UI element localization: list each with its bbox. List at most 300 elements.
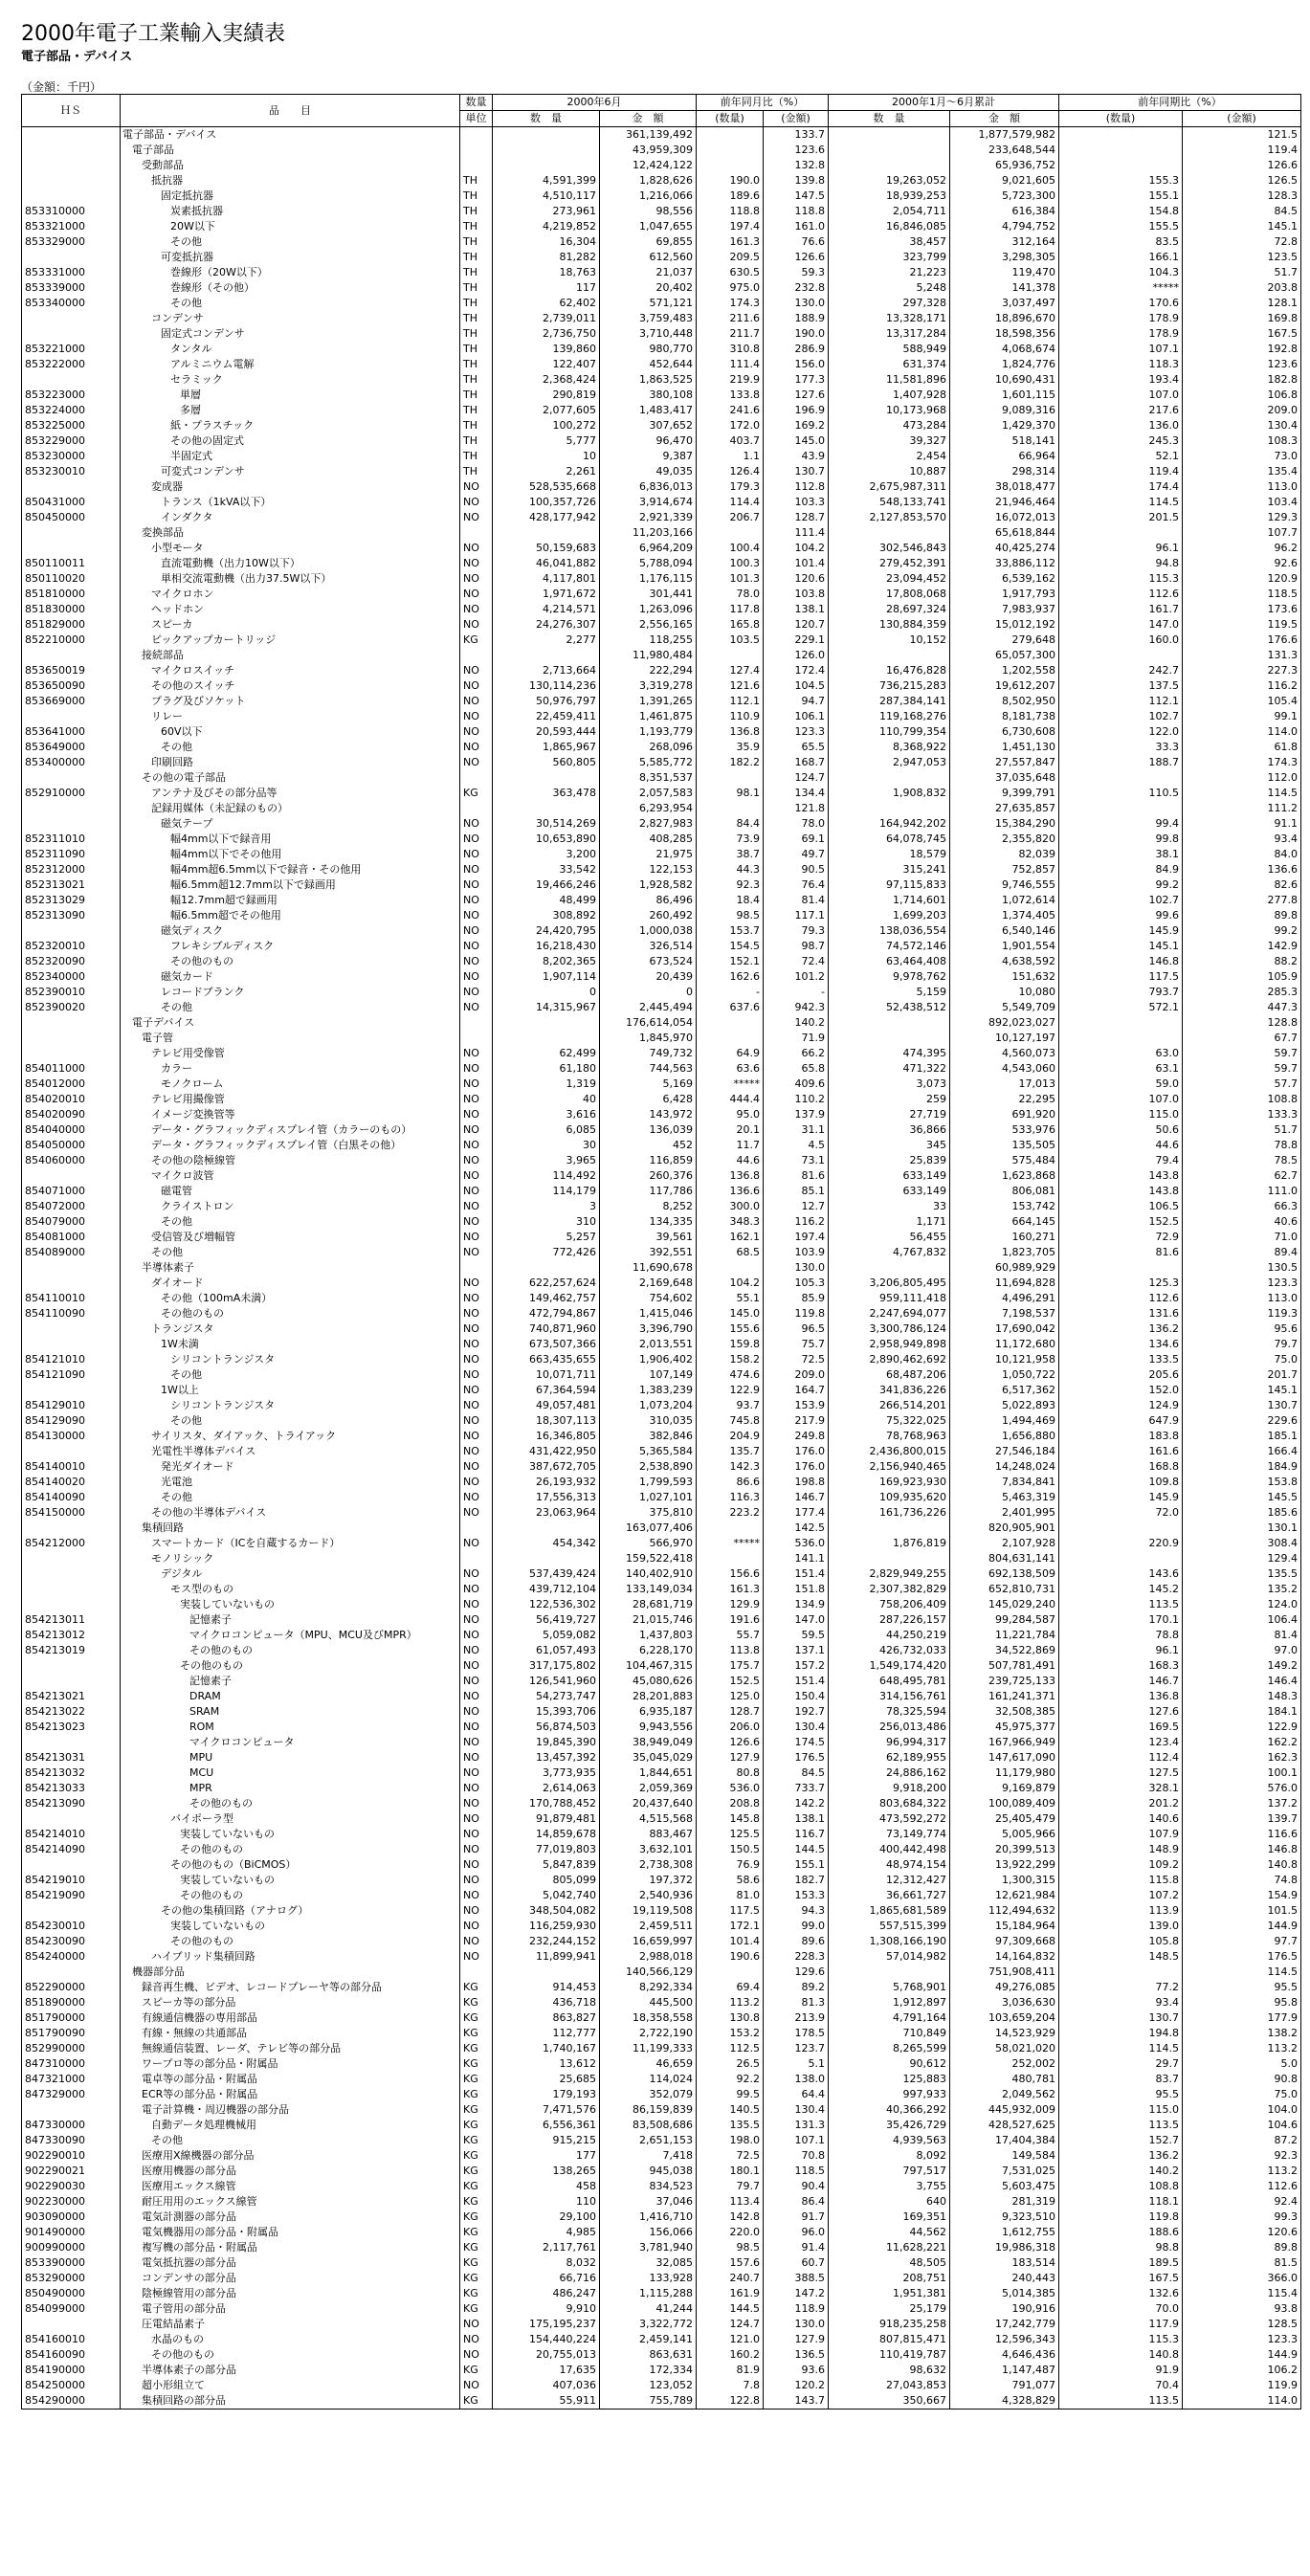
month-amt-ratio: 229.1 [764,633,829,648]
table-row [22,1000,1301,1015]
ytd-qty-ratio: 59.0 [1059,1077,1183,1092]
month-qty: 308,892 [493,908,600,923]
ytd-qty-ratio: 119.8 [1059,2210,1183,2225]
month-qty-ratio: 122.8 [697,2393,764,2409]
hs-cell: 850431000 [22,495,121,510]
ytd-qty-ratio: 102.7 [1059,893,1183,908]
month-qty: 170,788,452 [493,1796,600,1811]
ytd-amt-ratio: 308.4 [1183,1536,1301,1551]
ytd-qty-ratio: 109.8 [1059,1475,1183,1490]
ytd-amt-ratio: 366.0 [1183,2271,1301,2286]
ytd-amt: 9,746,555 [950,877,1059,893]
month-qty-ratio [697,1521,764,1536]
ytd-amt: 9,399,791 [950,786,1059,801]
month-qty-ratio: 58.6 [697,1873,764,1888]
month-amt: 5,365,584 [600,1444,697,1459]
hs-cell [22,1566,121,1582]
table-header [22,95,1301,127]
ytd-amt: 616,384 [950,204,1059,219]
month-qty-ratio: 150.5 [697,1842,764,1857]
month-qty-ratio [697,648,764,663]
month-qty: 19,466,246 [493,877,600,893]
table-row [22,2332,1301,2347]
month-qty-ratio: 73.9 [697,832,764,847]
month-qty-ratio [697,525,764,541]
unit-cell: NO [460,1781,493,1796]
ytd-qty-ratio [1059,1260,1183,1276]
month-qty-ratio: 161.3 [697,234,764,250]
ytd-qty: 75,322,025 [829,1413,950,1429]
col-unit-bottom: 単位 [460,111,493,127]
ytd-qty-ratio: 84.9 [1059,862,1183,877]
month-qty-ratio: 68.5 [697,1245,764,1260]
table-row [22,663,1301,678]
unit-cell: NO [460,1934,493,1949]
ytd-qty-ratio: 146.7 [1059,1674,1183,1689]
ytd-qty: 78,325,594 [829,1704,950,1720]
month-amt: 86,496 [600,893,697,908]
ytd-amt-ratio: 59.7 [1183,1046,1301,1061]
unit-cell: KG [460,2041,493,2056]
month-amt-ratio: 168.7 [764,755,829,770]
ytd-qty: 10,152 [829,633,950,648]
ytd-amt: 7,983,937 [950,602,1059,617]
ytd-amt-ratio: 99.3 [1183,2210,1301,2225]
ytd-amt: 298,314 [950,464,1059,479]
item-name: その他 [121,1245,460,1260]
item-name: 医療用エックス線管 [121,2179,460,2194]
item-name: 磁電管 [121,1184,460,1199]
ytd-amt-ratio: 227.3 [1183,663,1301,678]
month-qty-ratio: 142.8 [697,2210,764,2225]
unit-cell: NO [460,1122,493,1138]
hs-cell: 854081000 [22,1230,121,1245]
month-amt-ratio: 134.9 [764,1597,829,1612]
table-row [22,2118,1301,2133]
ytd-amt-ratio: 277.8 [1183,893,1301,908]
ytd-qty-ratio: 188.7 [1059,755,1183,770]
item-name: 受信管及び増幅管 [121,1230,460,1245]
month-qty: 5,059,082 [493,1628,600,1643]
ytd-amt-ratio: 203.8 [1183,280,1301,296]
ytd-amt-ratio: 96.2 [1183,541,1301,556]
month-amt-ratio: 89.2 [764,1980,829,1995]
unit-cell: TH [460,449,493,464]
item-name: 可変式コンデンサ [121,464,460,479]
ytd-amt: 65,936,752 [950,158,1059,173]
hs-cell: 854240000 [22,1949,121,1965]
unit-note: （金額：千円） [21,80,102,94]
col-ytd-amt: 金 額 [950,111,1059,127]
month-amt-ratio: 31.1 [764,1122,829,1138]
ytd-amt: 4,496,291 [950,1291,1059,1306]
month-amt: 3,319,278 [600,678,697,694]
unit-cell: TH [460,342,493,357]
table-row [22,1796,1301,1811]
ytd-qty [829,1965,950,1980]
month-qty: 67,364,594 [493,1383,600,1398]
ytd-qty: 56,455 [829,1230,950,1245]
month-amt: 98,556 [600,204,697,219]
ytd-qty-ratio: 107.1 [1059,342,1183,357]
table-row [22,2210,1301,2225]
unit-cell: TH [460,219,493,234]
item-name: プラグ及びソケット [121,694,460,709]
month-amt-ratio: 132.8 [764,158,829,173]
month-amt-ratio: 138.1 [764,602,829,617]
month-qty: 139,860 [493,342,600,357]
ytd-amt-ratio: 113.0 [1183,1291,1301,1306]
month-amt-ratio: 145.0 [764,433,829,449]
ytd-amt: 100,089,409 [950,1796,1059,1811]
table-row [22,1980,1301,1995]
month-qty: 126,541,960 [493,1674,600,1689]
ytd-qty: 5,248 [829,280,950,296]
table-row [22,969,1301,985]
table-row [22,2255,1301,2271]
unit-cell: TH [460,234,493,250]
month-qty: 175,195,237 [493,2317,600,2332]
month-amt-ratio: 101.4 [764,556,829,571]
ytd-qty-ratio: ***** [1059,280,1183,296]
month-qty-ratio: 93.7 [697,1398,764,1413]
month-amt-ratio: 127.9 [764,2332,829,2347]
hs-cell: 853222000 [22,357,121,372]
month-qty-ratio: 161.9 [697,2286,764,2301]
ytd-qty: 35,426,729 [829,2118,950,2133]
ytd-qty-ratio: 161.7 [1059,602,1183,617]
month-qty: 2,368,424 [493,372,600,388]
ytd-qty: 138,036,554 [829,923,950,939]
unit-cell: NO [460,2347,493,2363]
hs-cell [22,801,121,816]
month-amt-ratio: 49.7 [764,847,829,862]
ytd-qty: 119,168,276 [829,709,950,724]
ytd-amt: 27,557,847 [950,755,1059,770]
table-row [22,1750,1301,1765]
item-name: 幅6.5mm超でその他用 [121,908,460,923]
ytd-amt-ratio: 78.8 [1183,1138,1301,1153]
ytd-amt-ratio: 111.2 [1183,801,1301,816]
month-amt-ratio: 137.1 [764,1643,829,1658]
ytd-qty-ratio: 242.7 [1059,663,1183,678]
month-amt: 96,470 [600,433,697,449]
table-row [22,571,1301,587]
month-amt: 307,652 [600,418,697,433]
ytd-qty-ratio: 148.9 [1059,1842,1183,1857]
ytd-qty-ratio: 166.1 [1059,250,1183,265]
hs-cell: 854089000 [22,1245,121,1260]
ytd-amt: 480,781 [950,2072,1059,2087]
ytd-qty: 426,732,033 [829,1643,950,1658]
month-qty: 50,976,797 [493,694,600,709]
month-amt-ratio: - [764,985,829,1000]
item-name: 実装していないもの [121,1873,460,1888]
ytd-amt-ratio: 144.9 [1183,2347,1301,2363]
month-amt: 1,845,970 [600,1031,697,1046]
ytd-qty: 36,866 [829,1122,950,1138]
month-amt-ratio: 123.3 [764,724,829,740]
month-amt-ratio: 249.8 [764,1429,829,1444]
hs-cell: 847310000 [22,2056,121,2072]
month-qty-ratio: 403.7 [697,433,764,449]
month-amt-ratio: 93.6 [764,2363,829,2378]
table-row [22,1444,1301,1459]
item-name: 巻線形（20W以下） [121,265,460,280]
ytd-amt: 312,164 [950,234,1059,250]
ytd-amt-ratio: 81.4 [1183,1628,1301,1643]
ytd-amt-ratio: 184.9 [1183,1459,1301,1475]
table-row [22,2301,1301,2317]
month-amt-ratio: 169.2 [764,418,829,433]
table-row [22,1367,1301,1383]
month-qty-ratio: ***** [697,1077,764,1092]
month-amt-ratio: 90.4 [764,2179,829,2194]
ytd-qty-ratio: 79.4 [1059,1153,1183,1168]
ytd-qty: 28,697,324 [829,602,950,617]
item-name: 電卓等の部分品・附属品 [121,2072,460,2087]
ytd-qty-ratio: 99.2 [1059,877,1183,893]
month-amt: 5,585,772 [600,755,697,770]
unit-cell [460,127,493,144]
ytd-qty-ratio: 572.1 [1059,1000,1183,1015]
item-name: 電気計測器の部分品 [121,2210,460,2225]
month-qty: 663,435,655 [493,1352,600,1367]
ytd-amt: 141,378 [950,280,1059,296]
ytd-amt-ratio: 119.3 [1183,1306,1301,1321]
month-qty-ratio: 20.1 [697,1122,764,1138]
month-qty-ratio: 172.0 [697,418,764,433]
month-qty: 458 [493,2179,600,2194]
unit-cell: TH [460,357,493,372]
month-amt: 21,975 [600,847,697,862]
month-amt: 2,459,141 [600,2332,697,2347]
unit-cell: NO [460,1827,493,1842]
ytd-amt: 2,355,820 [950,832,1059,847]
unit-cell: NO [460,985,493,1000]
month-qty: 15,393,706 [493,1704,600,1720]
item-name: テレビ用受像管 [121,1046,460,1061]
col-group-ytd-yoy: 前年同期比（%） [1059,95,1301,111]
month-qty: 348,504,082 [493,1903,600,1919]
item-name: ダイオード [121,1276,460,1291]
ytd-amt: 1,612,755 [950,2225,1059,2240]
month-qty [493,158,600,173]
item-name: サイリスタ、ダイアック、トライアック [121,1429,460,1444]
unit-cell: NO [460,1046,493,1061]
table-row [22,1735,1301,1750]
month-qty-ratio: 152.1 [697,954,764,969]
month-qty-ratio: 11.7 [697,1138,764,1153]
hs-cell [22,816,121,832]
month-qty: 914,453 [493,1980,600,1995]
ytd-qty: 3,755 [829,2179,950,2194]
month-qty: 54,273,747 [493,1689,600,1704]
ytd-qty-ratio: 104.3 [1059,265,1183,280]
ytd-amt: 112,494,632 [950,1903,1059,1919]
month-amt-ratio: 106.1 [764,709,829,724]
item-name: 変換部品 [121,525,460,541]
ytd-qty: 341,836,226 [829,1383,950,1398]
table-row [22,2041,1301,2056]
ytd-qty-ratio: 77.2 [1059,1980,1183,1995]
unit-cell: KG [460,2056,493,2072]
month-qty-ratio: 162.6 [697,969,764,985]
item-name: DRAM [121,1689,460,1704]
month-amt-ratio: 196.9 [764,403,829,418]
month-amt: 172,334 [600,2363,697,2378]
month-amt-ratio: 139.8 [764,173,829,189]
hs-cell: 852340000 [22,969,121,985]
item-name: マイクロコンピュータ [121,1735,460,1750]
item-name: 電気機器用の部分品・附属品 [121,2225,460,2240]
unit-cell [460,158,493,173]
month-amt: 140,566,129 [600,1965,697,1980]
unit-cell: NO [460,923,493,939]
ytd-amt-ratio: 40.6 [1183,1214,1301,1230]
ytd-qty: 40,366,292 [829,2102,950,2118]
table-row [22,2072,1301,2087]
ytd-amt-ratio: 103.4 [1183,495,1301,510]
unit-cell: NO [460,1168,493,1184]
ytd-amt-ratio: 126.6 [1183,158,1301,173]
ytd-amt: 19,612,207 [950,678,1059,694]
month-qty: 560,805 [493,755,600,770]
month-amt: 11,690,678 [600,1260,697,1276]
item-name: 半固定式 [121,449,460,464]
table-row [22,816,1301,832]
ytd-amt-ratio: 166.4 [1183,1444,1301,1459]
ytd-amt-ratio: 124.0 [1183,1597,1301,1612]
ytd-amt-ratio: 116.2 [1183,678,1301,694]
ytd-qty: 287,384,141 [829,694,950,709]
month-qty-ratio: 63.6 [697,1061,764,1077]
month-qty-ratio: 79.7 [697,2179,764,2194]
ytd-qty: 25,179 [829,2301,950,2317]
hs-cell [22,1031,121,1046]
month-qty: 48,499 [493,893,600,908]
month-amt: 1,027,101 [600,1490,697,1505]
ytd-qty: 1,407,928 [829,388,950,403]
month-qty: 5,847,839 [493,1857,600,1873]
month-amt-ratio: 182.7 [764,1873,829,1888]
month-amt-ratio: 73.1 [764,1153,829,1168]
ytd-qty-ratio: 130.7 [1059,2010,1183,2026]
ytd-amt: 97,309,668 [950,1934,1059,1949]
unit-cell: KG [460,1995,493,2010]
month-amt-ratio: 130.7 [764,464,829,479]
ytd-qty: 297,328 [829,296,950,311]
hs-cell: 902290021 [22,2164,121,2179]
ytd-amt: 5,005,966 [950,1827,1059,1842]
ytd-amt: 147,617,090 [950,1750,1059,1765]
ytd-qty: 8,368,922 [829,740,950,755]
month-amt: 5,169 [600,1077,697,1092]
ytd-qty: 9,918,200 [829,1781,950,1796]
unit-cell: KG [460,2164,493,2179]
hs-cell [22,143,121,158]
month-amt-ratio: 197.4 [764,1230,829,1245]
unit-cell: NO [460,1214,493,1230]
month-amt: 1,000,038 [600,923,697,939]
ytd-qty-ratio: 183.8 [1059,1429,1183,1444]
col-unit-top: 数量 [460,95,493,111]
ytd-qty-ratio: 328.1 [1059,1781,1183,1796]
item-name: MPR [121,1781,460,1796]
ytd-amt: 791,077 [950,2378,1059,2393]
month-qty-ratio: 117.5 [697,1903,764,1919]
unit-cell: TH [460,173,493,189]
item-name: 陰極線管用の部分品 [121,2286,460,2301]
month-qty-ratio: 153.2 [697,2026,764,2041]
ytd-amt-ratio: 146.8 [1183,1842,1301,1857]
item-name: 実装していないもの [121,1919,460,1934]
ytd-amt-ratio: 51.7 [1183,1122,1301,1138]
item-name: 光電池 [121,1475,460,1490]
hs-cell [22,770,121,786]
ytd-qty: 259 [829,1092,950,1107]
item-name: 接続部品 [121,648,460,663]
ytd-qty-ratio: 178.9 [1059,311,1183,326]
ytd-qty-ratio: 107.0 [1059,1092,1183,1107]
month-amt-ratio: 161.0 [764,219,829,234]
hs-cell: 852313090 [22,908,121,923]
month-qty-ratio [697,1551,764,1566]
ytd-amt: 160,271 [950,1230,1059,1245]
hs-cell [22,1276,121,1291]
month-amt: 16,659,997 [600,1934,697,1949]
table-row [22,786,1301,801]
ytd-amt: 19,986,318 [950,2240,1059,2255]
ytd-amt: 5,014,385 [950,2286,1059,2301]
ytd-qty-ratio: 143.8 [1059,1184,1183,1199]
month-amt-ratio: 174.5 [764,1735,829,1750]
hs-cell: 854020010 [22,1092,121,1107]
unit-cell: NO [460,602,493,617]
ytd-amt-ratio: 115.4 [1183,2286,1301,2301]
ytd-qty: 1,865,681,589 [829,1903,950,1919]
item-name: マイクロホン [121,587,460,602]
month-amt-ratio: 91.4 [764,2240,829,2255]
unit-cell: NO [460,1490,493,1505]
month-qty-ratio: 211.7 [697,326,764,342]
ytd-amt-ratio: 91.1 [1183,816,1301,832]
item-name: セラミック [121,372,460,388]
hs-cell: 851830000 [22,602,121,617]
ytd-amt-ratio: 119.5 [1183,617,1301,633]
month-amt: 2,827,983 [600,816,697,832]
ytd-qty-ratio: 98.8 [1059,2240,1183,2255]
item-name: SRAM [121,1704,460,1720]
unit-cell: NO [460,556,493,571]
ytd-qty: 736,215,283 [829,678,950,694]
table-row [22,2363,1301,2378]
month-amt: 301,441 [600,587,697,602]
item-name: 可変抵抗器 [121,250,460,265]
ytd-amt: 13,922,299 [950,1857,1059,1873]
table-row [22,2194,1301,2210]
month-qty-ratio [697,1015,764,1031]
ytd-qty-ratio: 160.0 [1059,633,1183,648]
month-qty-ratio [697,801,764,816]
ytd-amt: 22,295 [950,1092,1059,1107]
ytd-qty: 90,612 [829,2056,950,2072]
ytd-qty-ratio: 152.0 [1059,1383,1183,1398]
month-amt: 3,781,940 [600,2240,697,2255]
ytd-qty: 48,505 [829,2255,950,2271]
ytd-amt: 135,505 [950,1138,1059,1153]
item-name: 電子部品・デバイス [121,127,460,144]
